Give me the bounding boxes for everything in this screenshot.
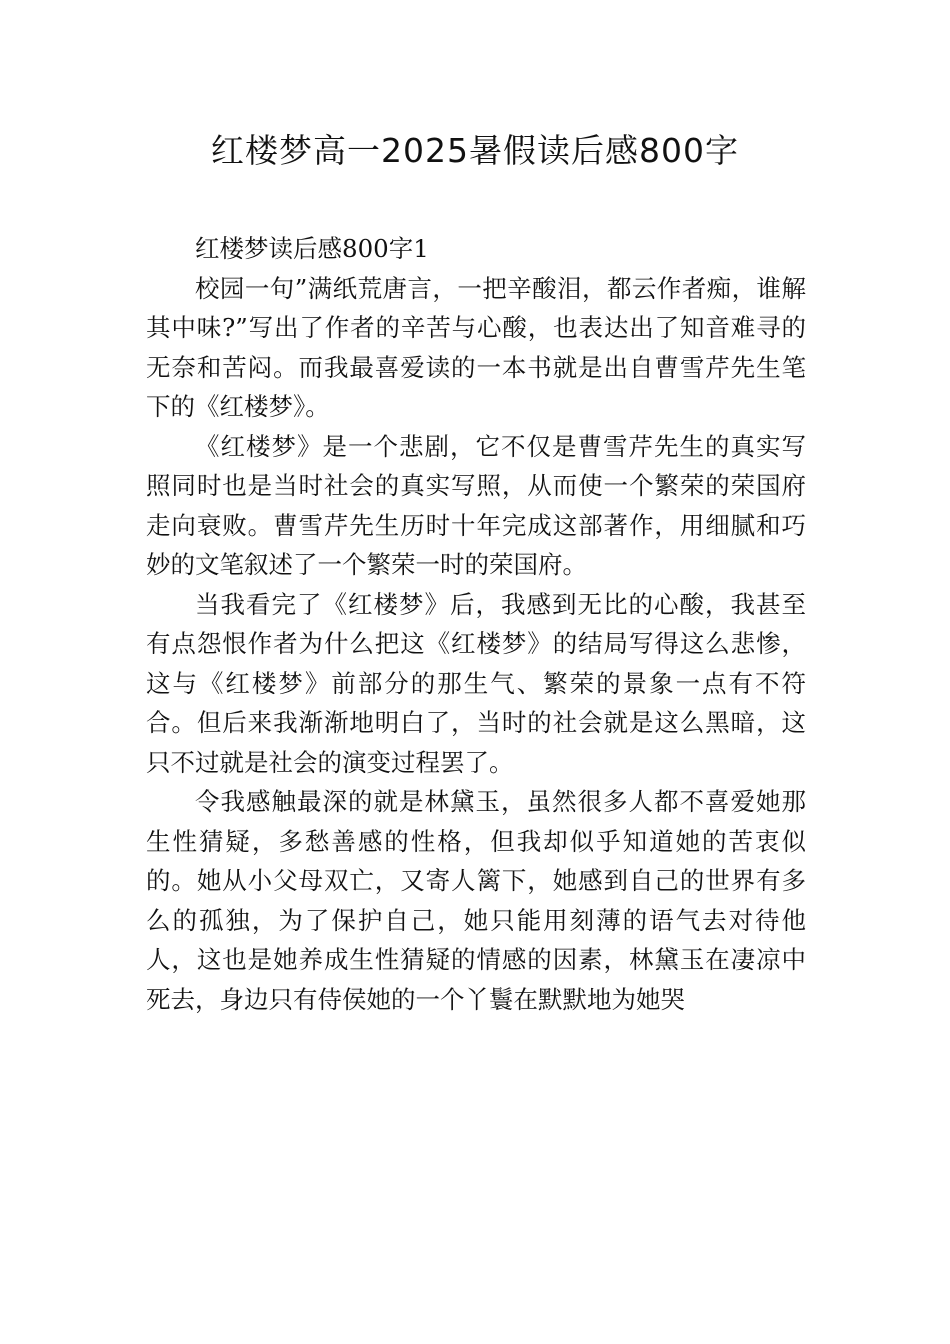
paragraph: 当我看完了《红楼梦》后，我感到无比的心酸，我甚至有点怨恨作者为什么把这《红楼梦》的结局写得这么悲惨，这与《红楼梦》前部分的那生气、繁荣的景象一点有不符合。但后来我渐渐地明白了，当时的社会就是这么黑暗，这只不过就是社会的演变过程罢了。 xyxy=(146,589,806,777)
document-body xyxy=(146,229,806,1019)
paragraph: 《红楼梦》是一个悲剧，它不仅是曹雪芹先生的真实写照同时也是当时社会的真实写照，从而使一个繁荣的荣国府走向衰败。曹雪芹先生历时十年完成这部著作，用细腻和巧妙的文笔叙述了一个繁荣一时的荣国府。 xyxy=(146,431,806,579)
section-heading: 红楼梦读后感800字1 xyxy=(195,234,429,263)
document-title: 红楼梦高一2025暑假读后感800字 xyxy=(211,131,739,170)
paragraph: 令我感触最深的就是林黛玉，虽然很多人都不喜爱她那生性猜疑，多愁善感的性格，但我却似乎知道她的苦衷似的。她从小父母双亡，又寄人篱下，她感到自己的世界有多么的孤独，为了保护自己，她只能用刻薄的语气去对待他人，这也是她养成生性猜疑的情感的因素，林黛玉在凄凉中死去，身边只有侍侯她的一个丫鬟在默默地为她哭 xyxy=(146,787,806,1014)
paragraph: 校园一句”满纸荒唐言，一把辛酸泪，都云作者痴，谁解其中味?”写出了作者的辛苦与心酸，也表达出了知音难寻的无奈和苦闷。而我最喜爱读的一本书就是出自曹雪芹先生笔下的《红楼梦》。 xyxy=(146,273,806,421)
